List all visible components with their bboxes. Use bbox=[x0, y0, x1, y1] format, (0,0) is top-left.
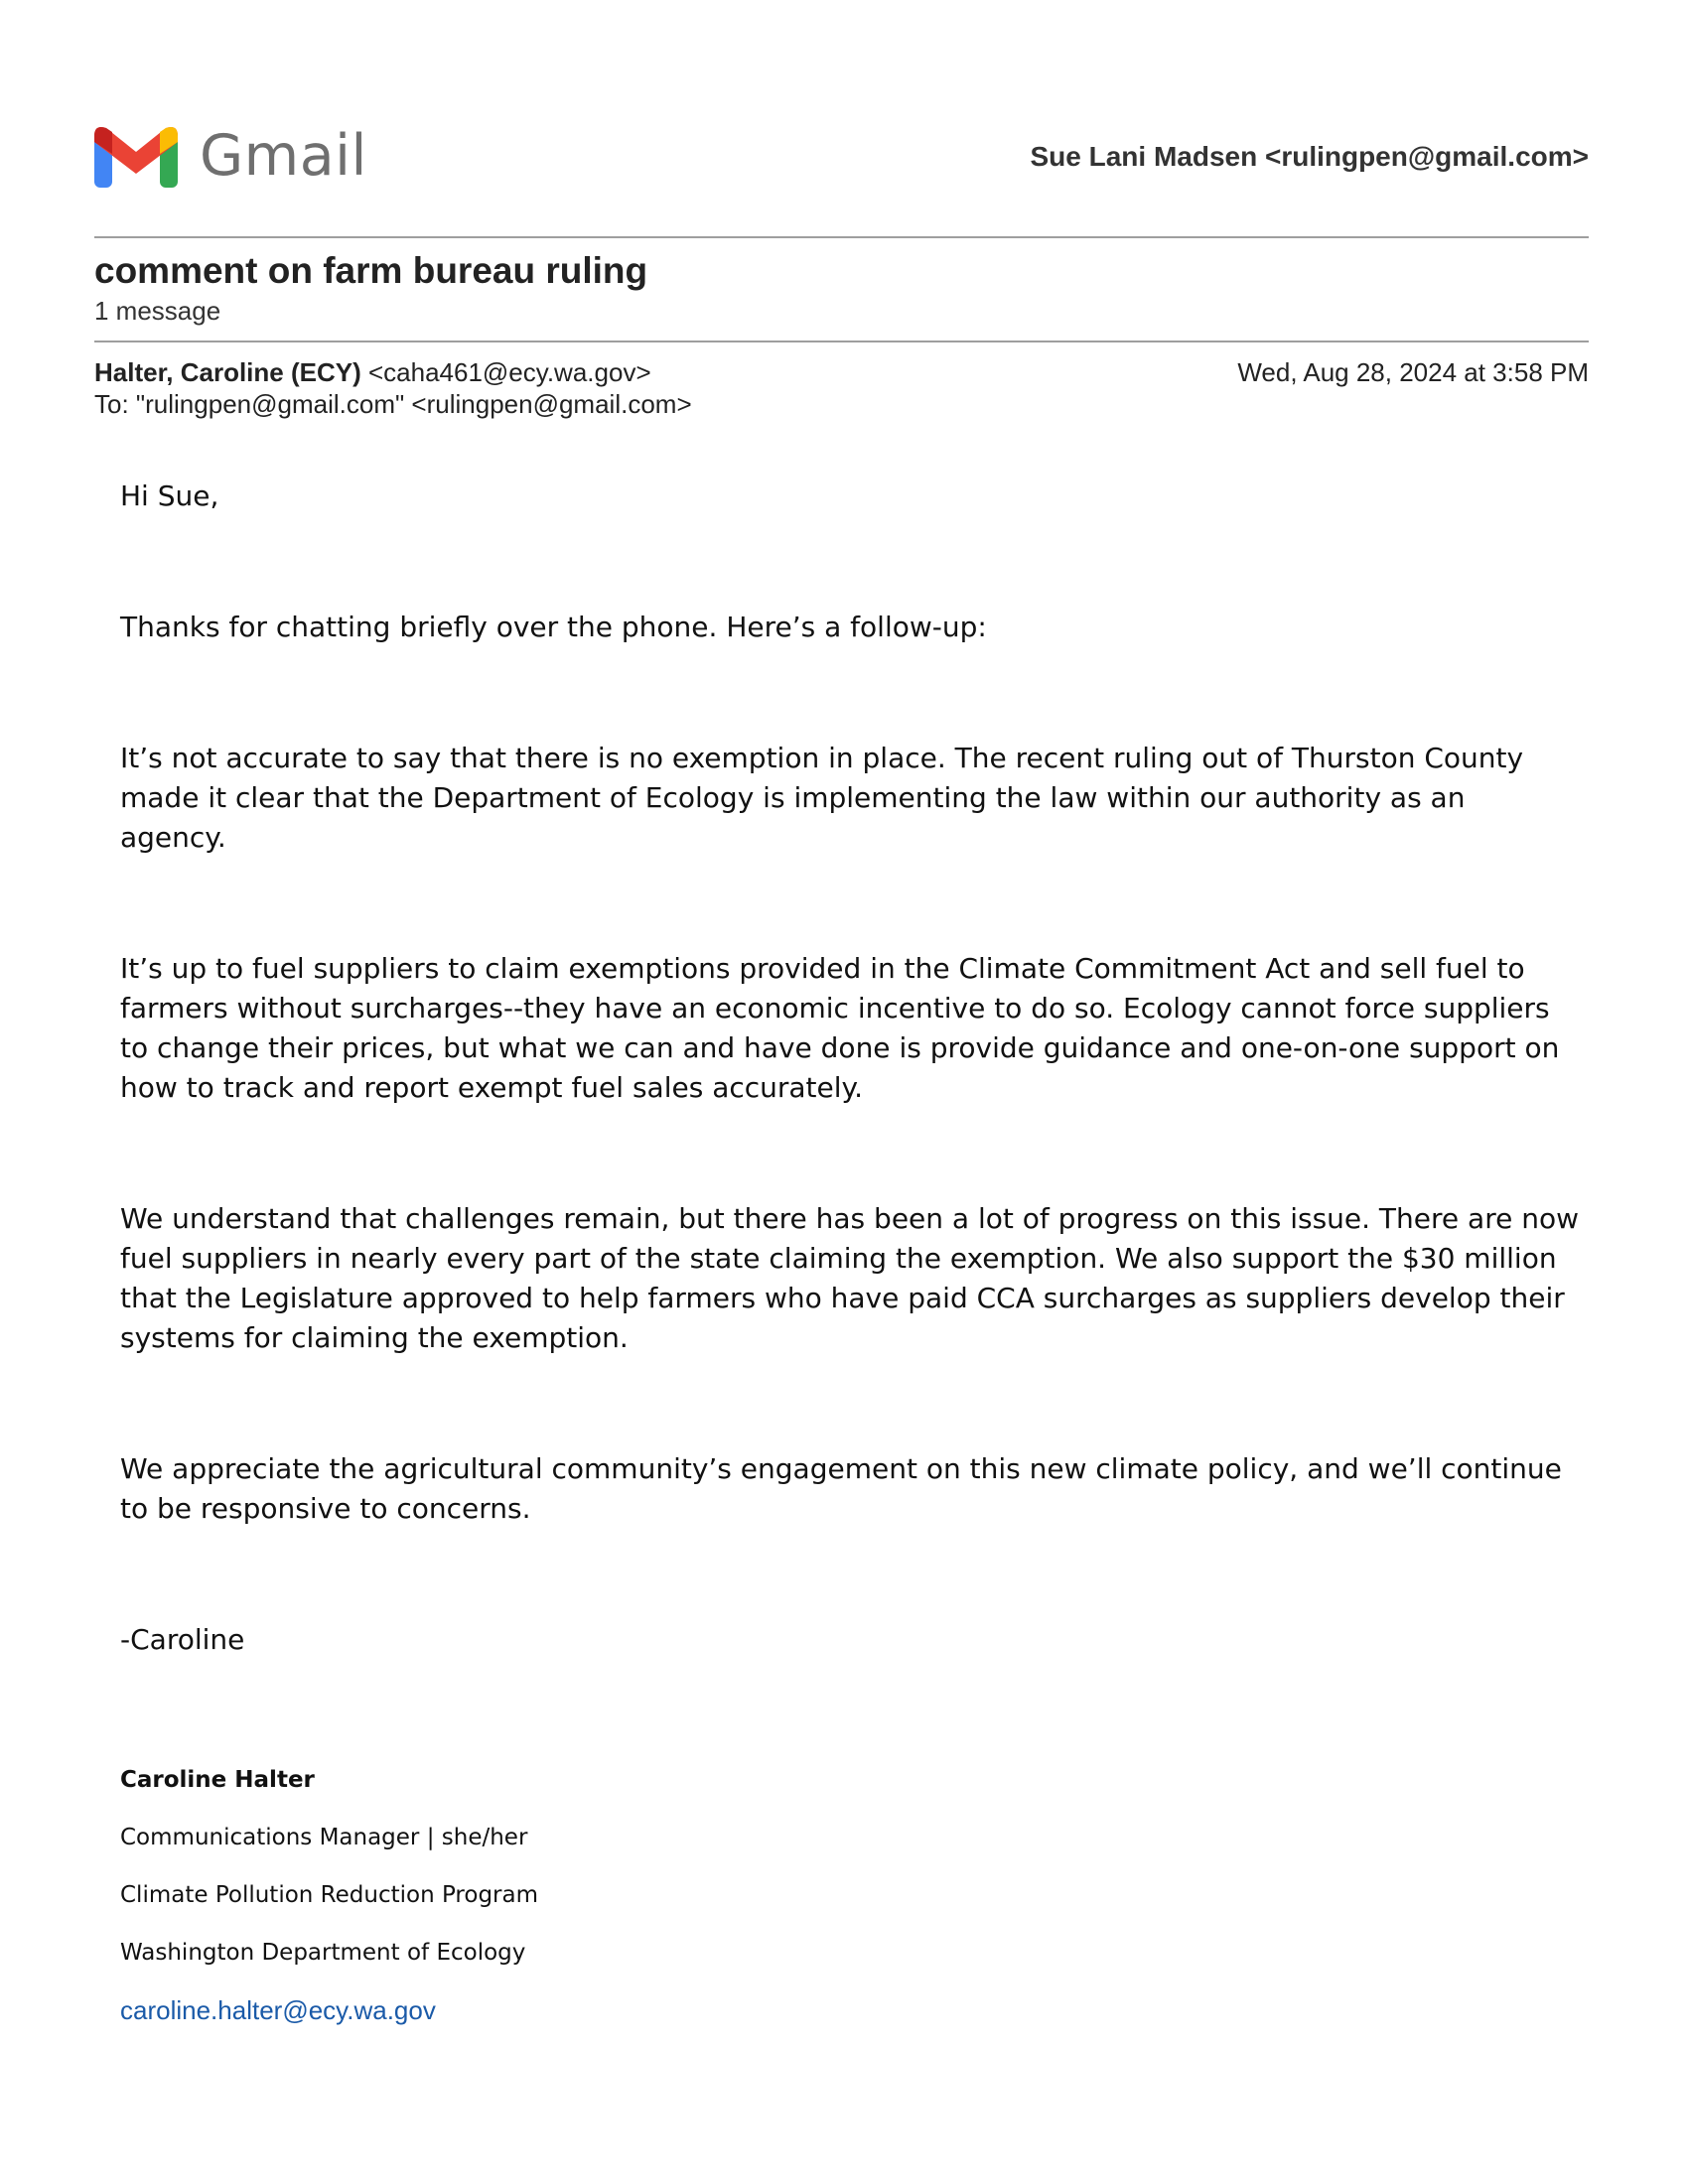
header bbox=[94, 119, 1589, 199]
message-date: Wed, Aug 28, 2024 at 3:58 PM bbox=[1237, 357, 1589, 387]
message-to: To: "rulingpen@gmail.com" <rulingpen@gmail.com> bbox=[94, 389, 692, 419]
divider bbox=[94, 236, 1589, 238]
divider bbox=[94, 341, 1589, 342]
account-identity: Sue Lani Madsen <rulingpen@gmail.com> bbox=[1030, 141, 1589, 172]
body-paragraph: It’s up to fuel suppliers to claim exemptions provided in the Climate Commitment Act and sell fuel to farmers without surcharges--they have an economic incentive to do so. Ecology cannot force suppliers to change their prices, but what we can and have done is provide guidance and one-on-one support on how to track and report exempt fuel sales accurately. bbox=[120, 952, 1560, 1104]
thread-subject: comment on farm bureau ruling bbox=[94, 250, 648, 291]
body-paragraph: Thanks for chatting briefly over the phone. Here’s a follow-up: bbox=[120, 611, 987, 643]
greeting: Hi Sue, bbox=[120, 479, 219, 512]
gmail-m-icon bbox=[94, 124, 178, 188]
body-paragraph: We appreciate the agricultural community’s engagement on this new climate policy, and we’ll continue to be responsive to concerns. bbox=[120, 1452, 1562, 1525]
gmail-logo[interactable] bbox=[94, 123, 367, 189]
message-body bbox=[120, 477, 1580, 1660]
signature-program: Climate Pollution Reduction Program bbox=[120, 1882, 538, 1908]
body-paragraph: It’s not accurate to say that there is no exemption in place. The recent ruling out of Thurston County made it clear that the Department of Ecology is implementing the law within our authority as an agency. bbox=[120, 742, 1524, 854]
sender-email: <caha461@ecy.wa.gov> bbox=[367, 357, 651, 387]
message-count: 1 message bbox=[94, 296, 221, 326]
message-from bbox=[94, 357, 651, 388]
signature-name: Caroline Halter bbox=[120, 1767, 315, 1793]
body-paragraph: We understand that challenges remain, but there has been a lot of progress on this issue. There are now fuel suppliers in nearly every part of the state claiming the exemption. We also support the $30 million that the Legislature approved to help farmers who have paid CCA surcharges as suppliers develop their systems for claiming the exemption. bbox=[120, 1202, 1579, 1354]
gmail-wordmark: Gmail bbox=[200, 123, 367, 189]
signature-title: Communications Manager | she/her bbox=[120, 1825, 528, 1850]
sender-name: Halter, Caroline (ECY) bbox=[94, 357, 361, 387]
signoff: -Caroline bbox=[120, 1623, 245, 1656]
signature-email-link[interactable]: caroline.halter@ecy.wa.gov bbox=[120, 1995, 436, 2025]
signature-department: Washington Department of Ecology bbox=[120, 1940, 526, 1966]
